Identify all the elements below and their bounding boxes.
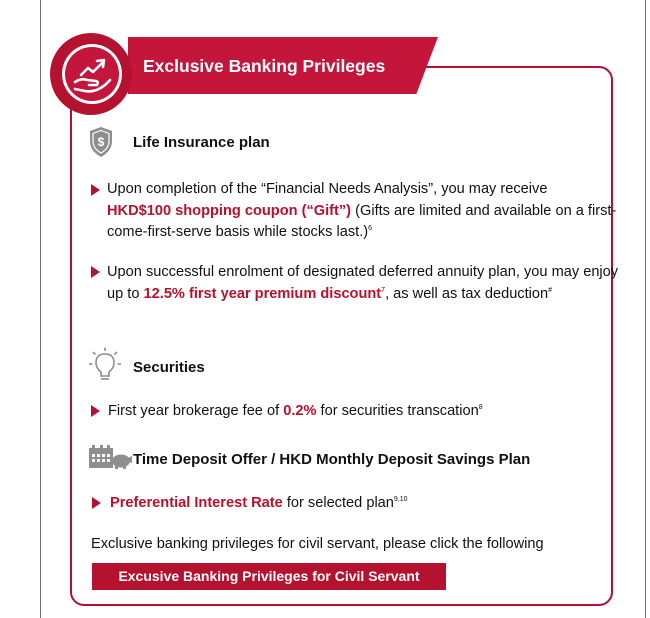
footnote-ref: 7 [381, 286, 386, 294]
calendar-piggy-bank-icon [88, 444, 132, 470]
interest-rate-highlight: Preferential Interest Rate [110, 495, 283, 511]
premium-discount-highlight: 12.5% first year premium discount [143, 285, 382, 302]
footnote-ref: # [548, 286, 553, 294]
time-deposit-title: Time Deposit Offer / HKD Monthly Deposit Savings Plan [133, 451, 531, 468]
bullet-arrow [91, 266, 100, 278]
life-insurance-bullet-2: Upon successful enrolment of designated deferred annuity plan, you may enjoy up to 12.5% first year premium discount$^7$, as well as tax deduction# [107, 264, 619, 302]
svg-text:$: $ [97, 135, 105, 149]
life-insurance-bullet-1: Upon completion of the “Financial Needs Analysis”, you may receive HKD$100 shopping coupon (“Gift”) (Gifts are limited and available on a first-come-first-serve basis while stocks last.)$^6$ [107, 181, 617, 240]
frame-left-border [40, 0, 41, 618]
civil-servant-note: Exclusive banking privileges for civil servant, please click the following [91, 536, 544, 552]
time-deposit-bullet: Preferential Interest Rate for selected plan$^{9,10}$ [110, 495, 408, 511]
bullet-arrow [91, 184, 100, 196]
shield-dollar-icon [88, 126, 114, 158]
life-insurance-title: Life Insurance plan [133, 134, 270, 151]
hand-growth-chart-icon [65, 47, 119, 101]
securities-title: Securities [133, 359, 205, 376]
bullet-arrow [91, 405, 100, 417]
securities-bullet: First year brokerage fee of 0.2% for securities transcation$^8$ [108, 403, 483, 419]
footnote-ref: 9,10 [393, 496, 408, 504]
bullet-arrow [92, 497, 101, 509]
footnote-ref: 6 [368, 225, 373, 233]
frame-right-border [645, 0, 646, 618]
brokerage-fee-highlight: 0.2% [283, 403, 317, 419]
gift-highlight: HKD$100 shopping coupon (“Gift”) [107, 202, 352, 219]
banner-title: Exclusive Banking Privileges [143, 56, 386, 76]
civil-servant-privileges-button[interactable]: Excusive Banking Privileges for Civil Servant [92, 563, 446, 590]
footnote-ref: 8 [478, 404, 483, 412]
lightbulb-icon [88, 347, 122, 383]
